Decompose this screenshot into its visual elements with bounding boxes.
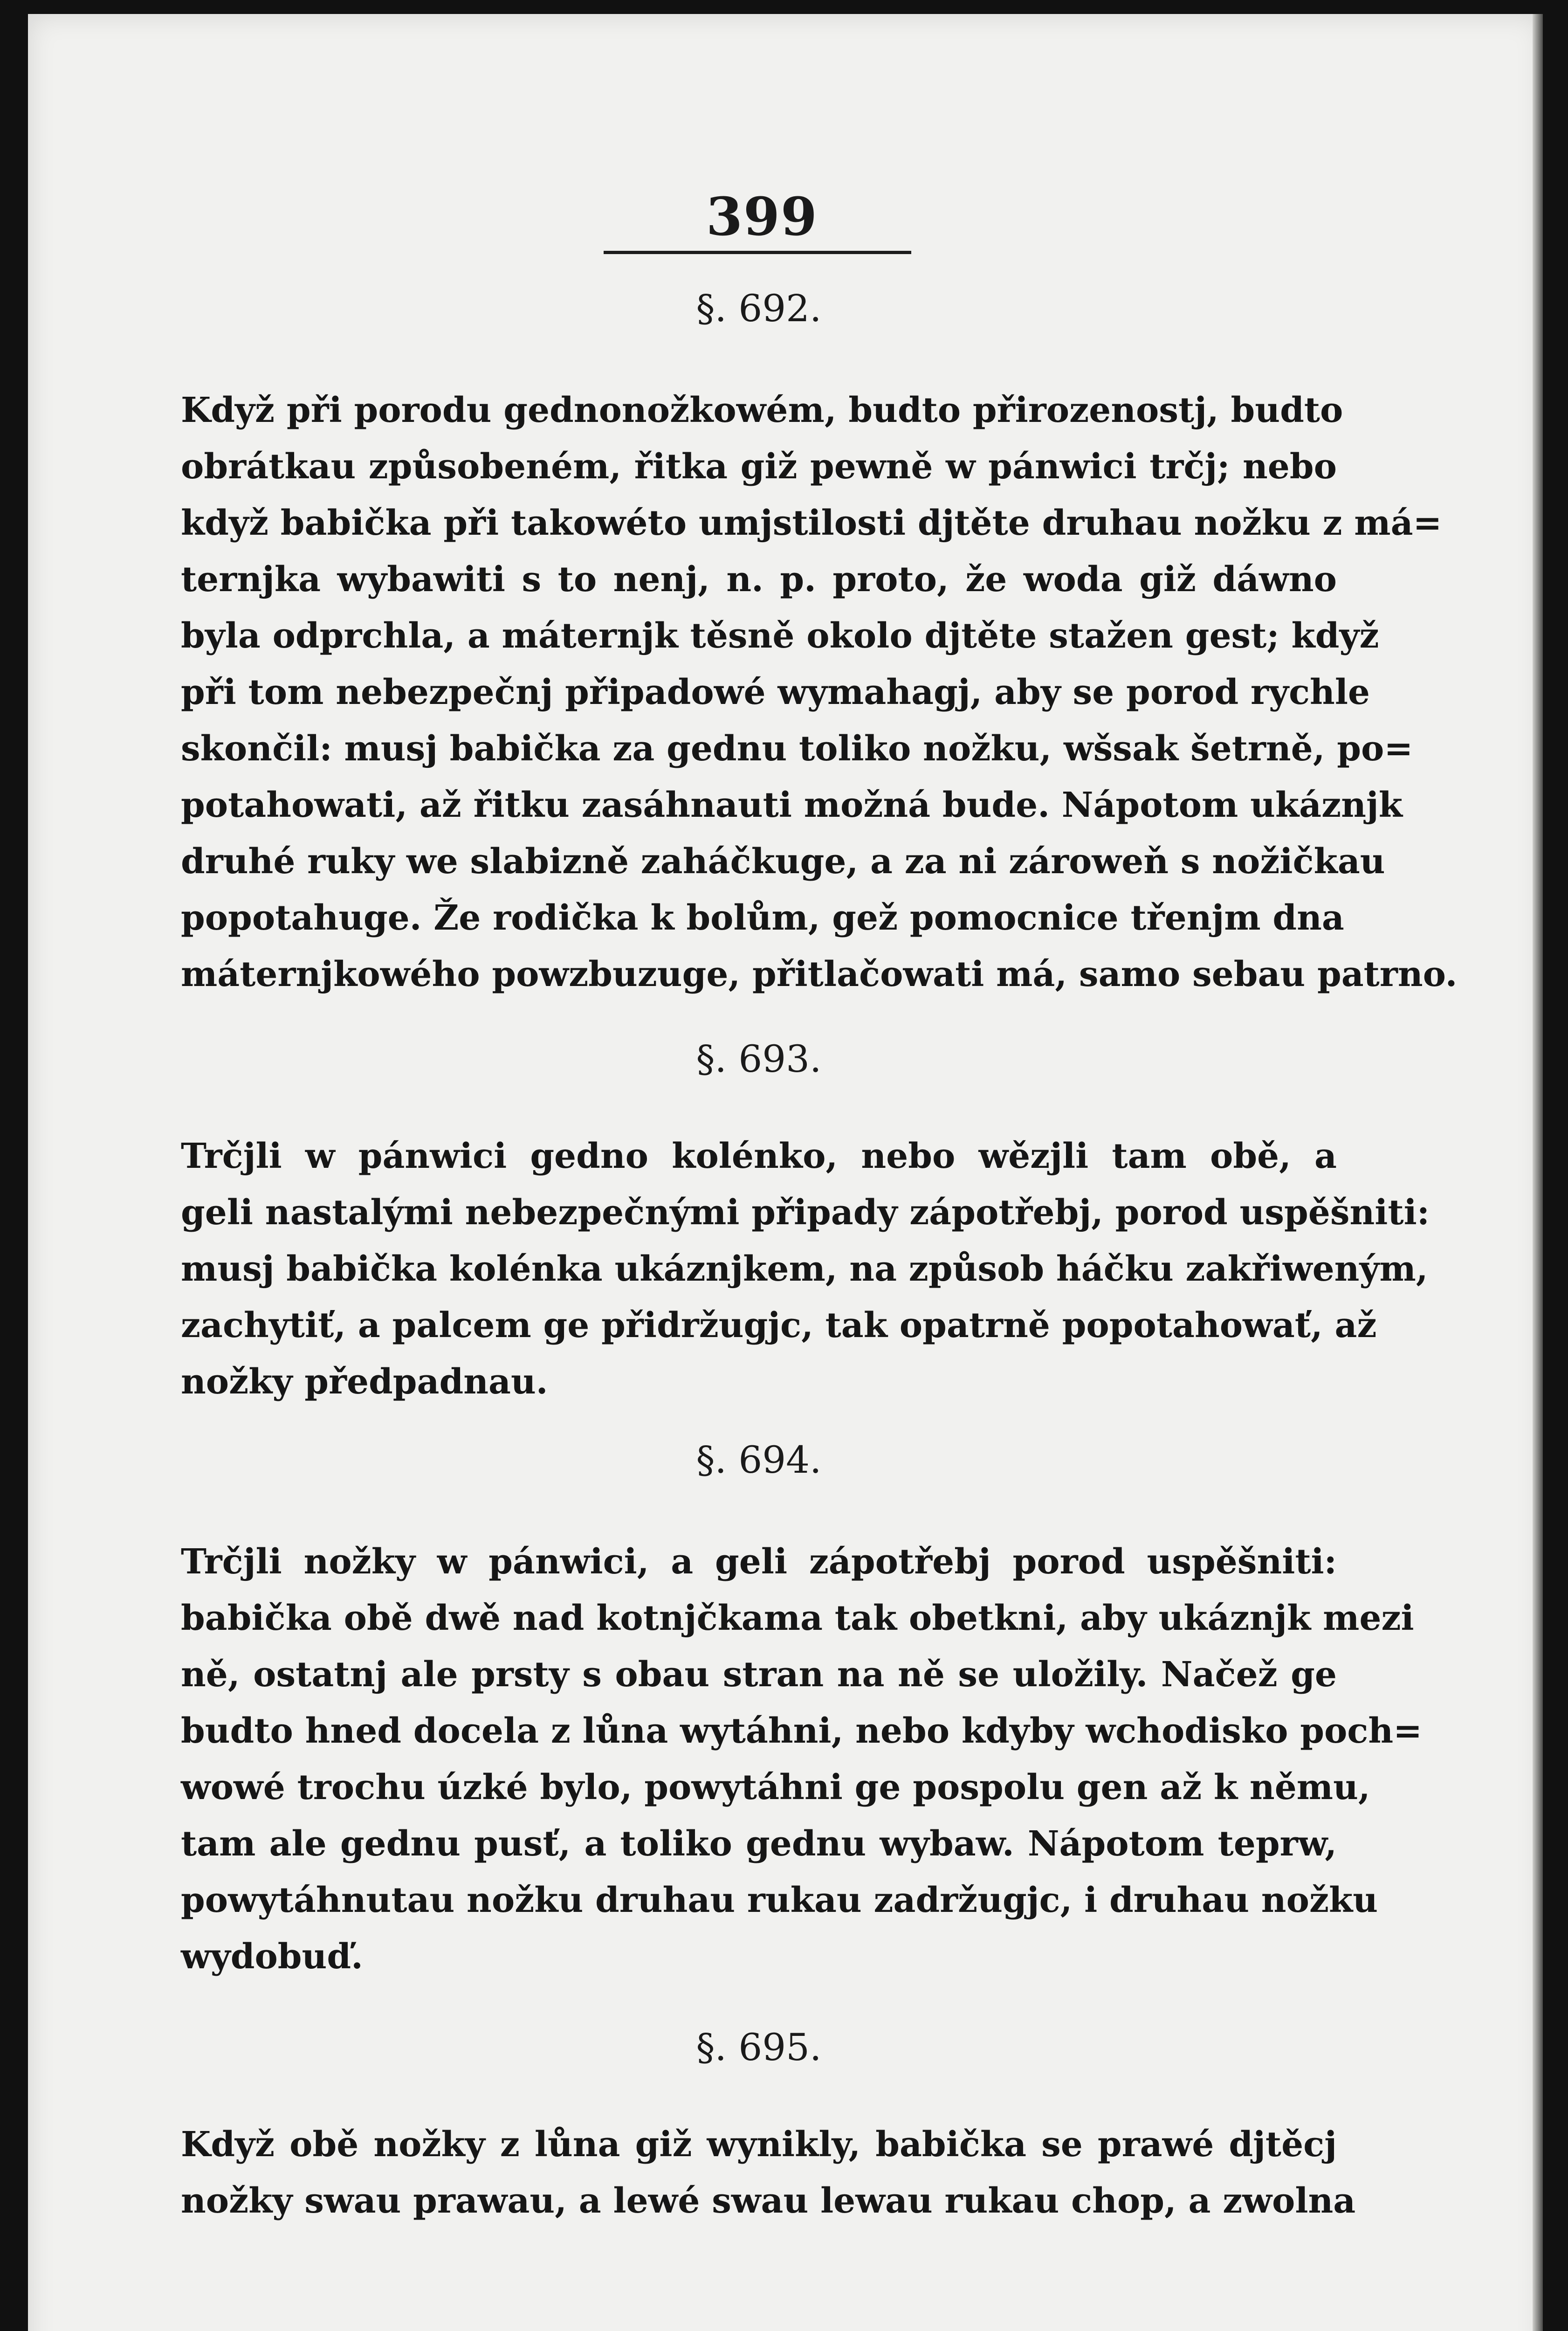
- text-line: nožky swau prawau, a lewé swau lewau rukau chop, a zwolna: [181, 2181, 1356, 2221]
- text-line: ně, ostatnj ale prsty s obau stran na ně se uložily. Načež ge: [181, 1655, 1337, 1695]
- text-line: tam ale gednu pusť, a toliko gednu wybaw. Nápotom teprw,: [181, 1824, 1337, 1864]
- text-line: obrátkau způsobeném, řitka giž pewně w pánwici trčj; nebo: [181, 447, 1337, 487]
- section-heading-692: §. 692.: [696, 287, 822, 330]
- header-rule: [604, 251, 911, 254]
- text-line: zachytiť, a palcem ge přidržugjc, tak opatrně popotahowať, až: [181, 1305, 1377, 1345]
- text-line: byla odprchla, a máternjk těsně okolo djtěte stažen gest; když: [181, 616, 1379, 656]
- section-body-695: [181, 2117, 1356, 2229]
- text-line: budto hned docela z lůna wytáhni, nebo kdyby wchodisko poch=: [181, 1711, 1423, 1751]
- text-line: potahowati, až řitku zasáhnauti možná bude. Nápotom ukáznjk: [181, 785, 1403, 825]
- text-line: geli nastalými nebezpečnými připady zápotřebj, porod uspěšniti:: [181, 1193, 1430, 1233]
- text-line: popotahuge. Že rodička k bolům, gež pomocnice třenjm dna: [181, 898, 1344, 938]
- text-line: máternjkowého powzbuzuge, přitlačowati má, samo sebau patrno.: [181, 954, 1458, 994]
- section-body-694: [181, 1534, 1423, 1985]
- text-line: když babička při takowéto umjstilosti djtěte druhau nožku z má=: [181, 503, 1442, 543]
- page-spine-shadow: [1533, 14, 1543, 2331]
- page-number: 399: [706, 186, 818, 248]
- text-line: ternjka wybawiti s to nenj, n. p. proto, že woda giž dáwno: [181, 559, 1337, 600]
- text-line: Když obě nožky z lůna giž wynikly, babička se prawé djtěcj: [181, 2124, 1337, 2165]
- text-line: wydobuď.: [181, 1937, 363, 1977]
- section-heading-695: §. 695.: [696, 2026, 822, 2069]
- text-line: druhé ruky we slabizně zaháčkuge, a za ni zároweň s nožičkau: [181, 841, 1385, 882]
- text-line: při tom nebezpečnj připadowé wymahagj, aby se porod rychle: [181, 672, 1370, 712]
- section-body-692: [181, 382, 1458, 1003]
- text-line: Trčjli nožky w pánwici, a geli zápotřebj porod uspěšniti:: [181, 1542, 1337, 1582]
- section-heading-694: §. 694.: [696, 1438, 822, 1482]
- text-line: Když při porodu gednonožkowém, budto přirozenostj, budto: [181, 390, 1343, 430]
- text-line: musj babička kolénka ukáznjkem, na způsob háčku zakřiweným,: [181, 1249, 1428, 1289]
- book-page: [28, 14, 1543, 2331]
- section-heading-693: §. 693.: [696, 1037, 822, 1081]
- text-line: babička obě dwě nad kotnjčkama tak obetkni, aby ukáznjk mezi: [181, 1598, 1414, 1638]
- text-line: Trčjli w pánwici gedno kolénko, nebo wězjli tam obě, a: [181, 1136, 1337, 1176]
- section-body-693: [181, 1128, 1430, 1410]
- text-line: skončil: musj babička za gednu toliko nožku, wšsak šetrně, po=: [181, 729, 1413, 769]
- text-line: powytáhnutau nožku druhau rukau zadržugjc, i druhau nožku: [181, 1880, 1378, 1920]
- text-line: nožky předpadnau.: [181, 1362, 548, 1402]
- text-line: wowé trochu úzké bylo, powytáhni ge pospolu gen až k němu,: [181, 1767, 1370, 1807]
